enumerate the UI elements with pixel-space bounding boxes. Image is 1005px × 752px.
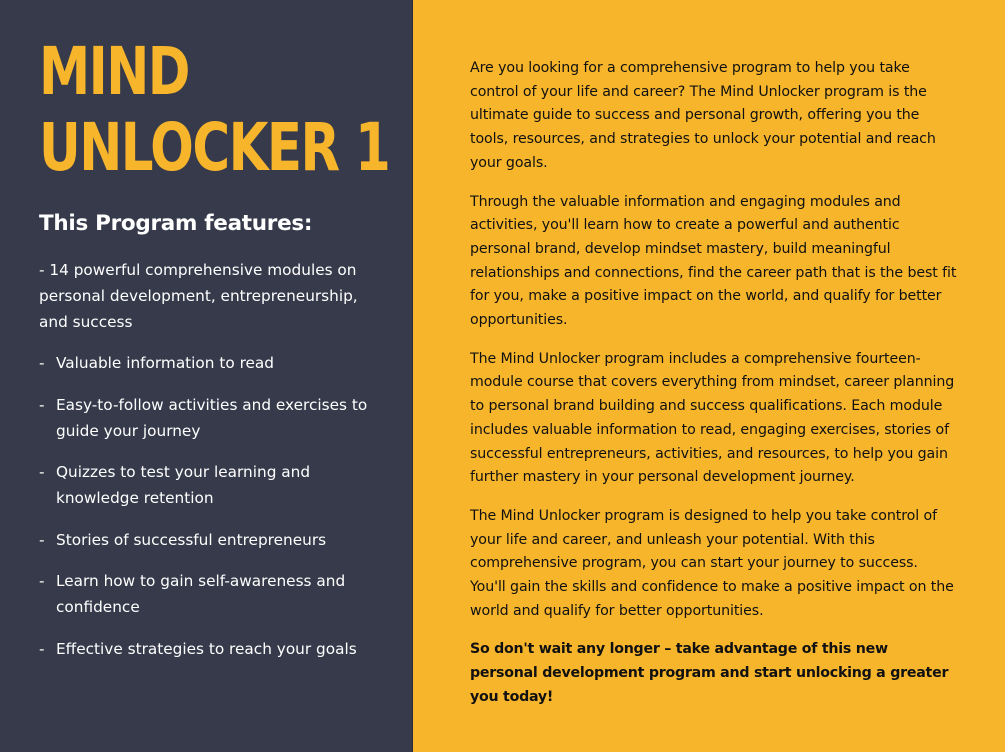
feature-text: Quizzes to test your learning and knowledge retention <box>56 463 311 507</box>
feature-text: Learn how to gain self-awareness and confidence <box>56 572 346 616</box>
right-panel <box>413 0 1005 752</box>
feature-text: Stories of successful entrepreneurs <box>56 530 327 549</box>
feature-item <box>39 636 382 662</box>
feature-item <box>39 392 382 444</box>
dash-bullet: - <box>39 572 45 590</box>
body-paragraph: The Mind Unlocker program includes a comprehensive fourteen-module course that covers everything from mindset, career planning to personal brand building and success qualifications. Each module includes valuable information to read, engaging exercises, stories of successful entrepreneurs, activities, and resources, to help you gain further mastery in your personal development journey. <box>470 350 955 486</box>
body-paragraph: Are you looking for a comprehensive program to help you take control of your life and career? The Mind Unlocker program is the ultimate guide to success and personal growth, offering you the tools, resources, and strategies to unlock your potential and reach your goals. <box>470 60 936 171</box>
features-heading: This Program features: <box>39 211 313 236</box>
title-line-2: UNLOCKER 1 <box>39 109 390 186</box>
dash-bullet: - <box>39 354 45 372</box>
feature-text: Effective strategies to reach your goals <box>56 639 357 658</box>
page-title <box>39 33 390 192</box>
feature-text: Valuable information to read <box>56 354 275 372</box>
feature-list <box>39 350 382 662</box>
feature-item <box>39 568 382 620</box>
feature-item <box>39 350 382 376</box>
feature-item <box>39 527 382 553</box>
title-line-1: MIND <box>39 33 189 110</box>
feature-item <box>39 459 382 511</box>
dash-bullet: - <box>39 395 45 414</box>
feature-text: Easy-to-follow activities and exercises to guide your journey <box>56 395 368 440</box>
body-paragraph: The Mind Unlocker program is designed to help you take control of your life and career, and unleash your potential. With this comprehensive program, you can start your journey to success. You'll gain the skills and confidence to make a positive impact on the world and qualify for better opportunities. <box>470 507 954 619</box>
dash-bullet: - <box>39 639 45 658</box>
left-panel <box>0 0 413 752</box>
modules-intro: - 14 powerful comprehensive modules on personal development, entrepreneurship, and success <box>39 261 358 331</box>
closing-call-to-action: So don't wait any longer – take advantage of this new personal development program and start unlocking a greater you today! <box>470 641 949 705</box>
dash-bullet: - <box>39 530 45 549</box>
body-paragraph: Through the valuable information and engaging modules and activities, you'll learn how to create a powerful and authentic personal brand, develop mindset mastery, build meaningful relationships and connections, find the career path that is the best fit for you, make a positive impact on the world, and qualify for better opportunities. <box>470 193 957 329</box>
dash-bullet: - <box>39 463 45 481</box>
